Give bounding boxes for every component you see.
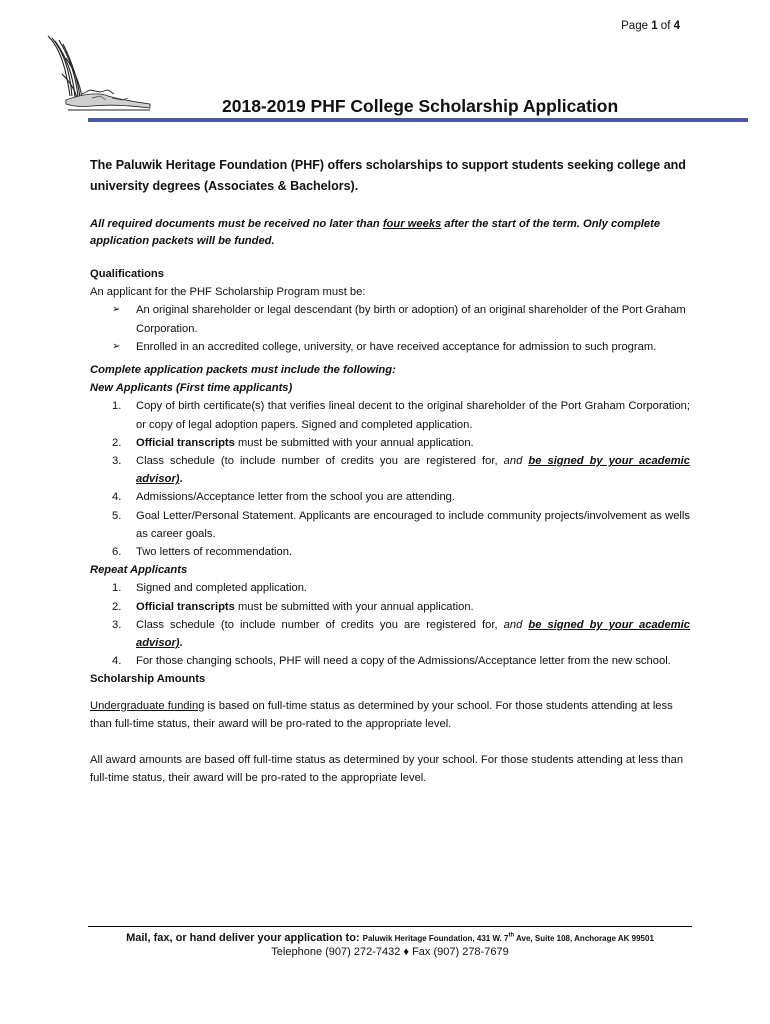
list-item: 2. Official transcripts must be submitted with your annual application. [112, 436, 474, 449]
new-applicants-list [90, 397, 690, 561]
title-rule [88, 118, 748, 122]
list-item: ➢ An original shareholder or legal descendant (by birth or adoption) of an original shareholder of the Port Graham Corporation. [90, 301, 690, 337]
list-item: 4. Admissions/Acceptance letter from the school you are attending. [112, 491, 456, 504]
list-item: ➢ Enrolled in an accredited college, university, or have received acceptance for admission to such program. [90, 338, 690, 356]
amounts-paragraph-2: All award amounts are based off full-time status as determined by your school. For those students attending at less than full-time status, their award will be pro-rated to the appropriate level. [90, 754, 684, 785]
intro-paragraph: The Paluwik Heritage Foundation (PHF) offers scholarships to support students seeking college and university degrees (Associates & Bachelors). [90, 158, 686, 193]
list-item: 1. Copy of birth certificate(s) that verifies lineal decent to the original shareholder of the Port Graham Corporation; or copy of legal adoption papers. Signed and completed application. [112, 400, 690, 431]
packets-heading: Complete application packets must include the following: [90, 364, 396, 377]
qualifications-lead: An applicant for the PHF Scholarship Program must be: [90, 286, 366, 299]
foundation-logo [42, 34, 154, 116]
new-applicants-heading: New Applicants (First time applicants) [90, 382, 293, 395]
list-item: 1. Signed and completed application. [112, 582, 308, 595]
deadline-note: All required documents must be received no later than four weeks after the start of the term. Only complete application packets will be funded. [90, 218, 661, 247]
page-number: Page 1 of 4 [621, 20, 680, 32]
footer-phone-line: Telephone (907) 272-7432 ♦ Fax (907) 278-7679 [271, 946, 509, 958]
list-item: 3. Class schedule (to include number of credits you are registered for, and be signed by your academic advisor). [112, 455, 691, 486]
qualifications-heading: Qualifications [90, 268, 164, 280]
list-item: 6. Two letters of recommendation. [112, 546, 293, 559]
list-item: 5. Goal Letter/Personal Statement. Applicants are encouraged to include community projects/involvement as wells as career goals. [112, 509, 690, 540]
amounts-heading: Scholarship Amounts [90, 673, 206, 686]
page-title: 2018-2019 PHF College Scholarship Application [222, 96, 619, 116]
footer-mail-line: Mail, fax, or hand deliver your application to: Paluwik Heritage Foundation, 431 W. 7th Ave, Suite 108, Anchorage AK 99501 [126, 932, 654, 944]
arrow-bullet-icon: ➢ [112, 340, 121, 352]
qualifications-list [90, 301, 690, 356]
repeat-applicants-heading: Repeat Applicants [90, 564, 188, 577]
amounts-paragraph-1: Undergraduate funding is based on full-time status as determined by your school. For those students attending at less than full-time status, their award will be pro-rated to the appropriate level. [90, 699, 673, 730]
repeat-applicants-list [90, 579, 690, 670]
footer-rule [88, 926, 692, 927]
list-item: 3. Class schedule (to include number of credits you are registered for, and be signed by your academic advisor). [112, 618, 691, 650]
list-item: 2. Official transcripts must be submitted with your annual application. [112, 600, 474, 613]
main-body [90, 265, 690, 787]
list-item: 4. For those changing schools, PHF will need a copy of the Admissions/Acceptance letter from the new school. [112, 655, 671, 668]
arrow-bullet-icon: ➢ [112, 304, 121, 316]
